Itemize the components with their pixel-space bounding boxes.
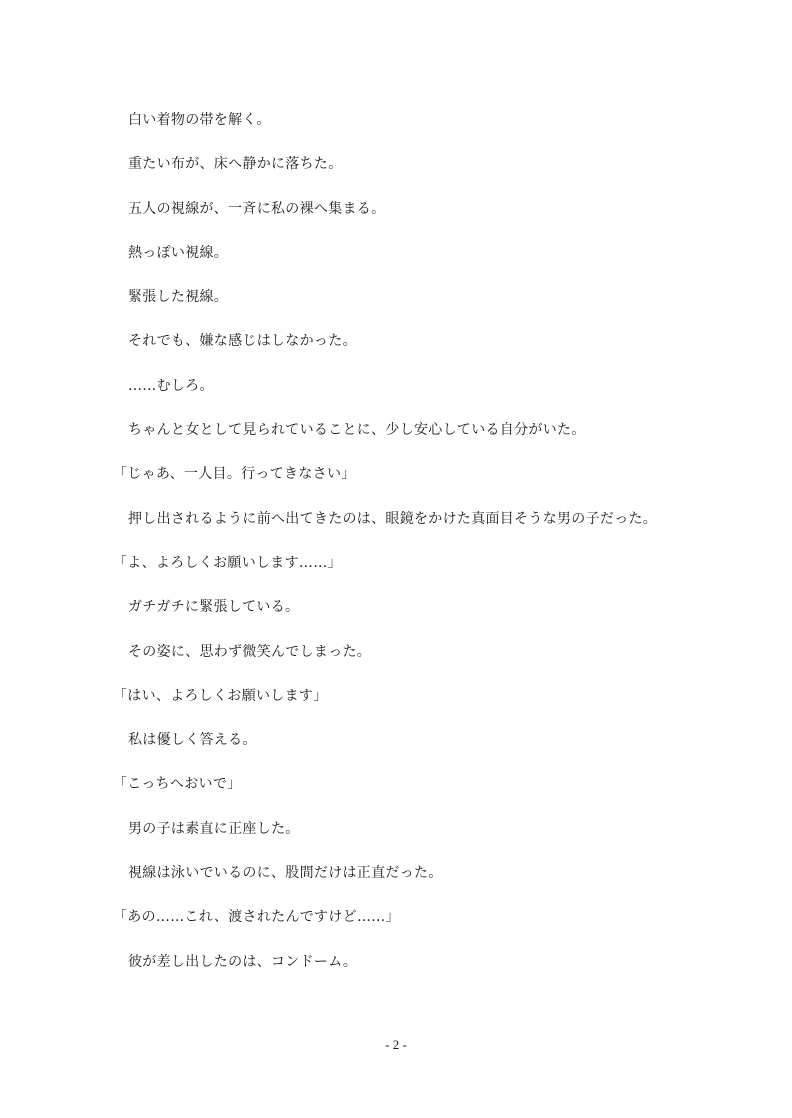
paragraph: 白い着物の帯を解く。 (128, 112, 271, 128)
paragraph: 彼が差し出したのは、コンドーム。 (128, 953, 358, 970)
paragraph: ちゃんと女として見られていることに、少し安心している自分がいた。 (128, 422, 586, 439)
dialog-line: 「よ、よろしくお願いします……」 (113, 554, 342, 571)
paragraph: 重たい布が、床へ静かに落ちた。 (128, 156, 343, 173)
paragraph: 男の子は素直に正座した。 (128, 820, 300, 837)
paragraph: 視線は泳いでいるのに、股間だけは正直だった。 (128, 865, 443, 882)
paragraph: その姿に、思わず微笑んでしまった。 (128, 643, 372, 660)
paragraph: 緊張した視線。 (128, 289, 229, 306)
body-text (113, 108, 753, 994)
paragraph: ……むしろ。 (128, 377, 214, 394)
paragraph: 熱っぽい視線。 (128, 244, 229, 261)
dialog-line: 「こっちへおいで」 (113, 776, 242, 793)
paragraph: それでも、嫌な感じはしなかった。 (128, 333, 357, 350)
dialog-line: 「あの……これ、渡されたんですけど……」 (113, 909, 400, 926)
paragraph: 私は優しく答える。 (128, 732, 257, 749)
paragraph: ガチガチに緊張している。 (128, 599, 300, 616)
dialog-line: 「じゃあ、一人目。行ってきなさい」 (113, 466, 356, 483)
paragraph: 押し出されるように前へ出てきたのは、眼鏡をかけた真面目そうな男の子だった。 (128, 510, 658, 527)
page-number: - 2 - (385, 1037, 407, 1052)
dialog-line: 「はい、よろしくお願いします」 (113, 687, 328, 704)
paragraph: 五人の視線が、一斉に私の裸へ集まる。 (128, 200, 386, 217)
